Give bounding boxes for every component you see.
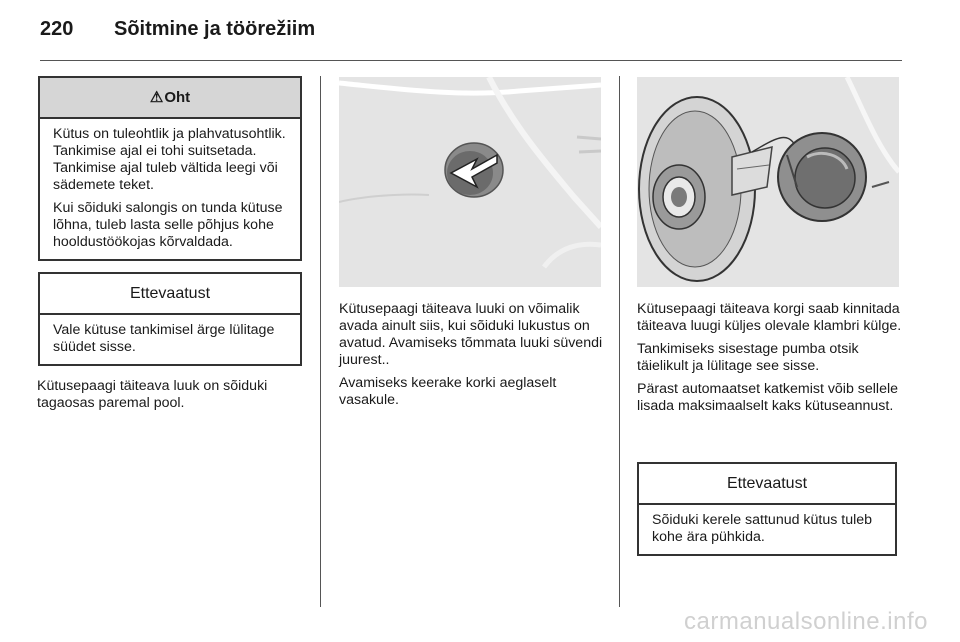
fuel-flap-figure: [339, 77, 601, 287]
caution-box-header: Ettevaatust: [40, 274, 300, 315]
header-rule: [40, 60, 902, 61]
body-paragraph: Pärast automaatset katkemist võib sellele lisada maksimaalselt kaks kütuseannust.: [637, 381, 899, 414]
page-number: 220: [40, 18, 74, 40]
body-text: [37, 378, 307, 412]
caution-paragraph: Sõiduki kerele sattunud kütus tuleb kohe ära pühkida.: [652, 512, 873, 545]
danger-paragraph: Kütus on tuleohtlik ja plahvatusohtlik. Tankimise ajal ei tohi suitsetada. Tankimise ajal tuleb vältida leegi või sädemete teket.: [53, 126, 286, 193]
body-paragraph: Tankimiseks sisestage pumba otsik täielikult ja lülitage see sisse.: [637, 341, 859, 374]
column-divider-2: [619, 76, 620, 607]
caution-paragraph: Vale kütuse tankimisel ärge lülitage süüdet sisse.: [53, 322, 275, 355]
caution-box-body: [40, 315, 300, 364]
fuel-cap-illustration: [637, 77, 899, 287]
body-paragraph: Kütusepaagi täiteava luuk on sõiduki tagaosas paremal pool.: [37, 378, 268, 411]
page-header: [40, 18, 315, 41]
danger-paragraph: Kui sõiduki salongis on tunda kütuse lõhna, tuleb lasta selle põhjus kohe hooldustöökojas kõrvaldada.: [53, 200, 283, 250]
middle-text: [339, 301, 609, 415]
body-paragraph: Avamiseks keerake korki aeglaselt vasakule.: [339, 375, 557, 408]
caution-box: [38, 272, 302, 366]
body-paragraph: Kütusepaagi täiteava korgi saab kinnitada täiteava luugi küljes olevale klambri külge.: [637, 301, 902, 334]
danger-box: [38, 76, 302, 261]
warning-triangle-icon: ⚠: [149, 89, 164, 106]
right-caution-column: [637, 462, 897, 556]
fuel-flap-illustration: [339, 77, 601, 287]
page-title: Sõitmine ja töörežiim: [114, 18, 316, 40]
danger-box-header: [40, 78, 300, 119]
danger-box-body: [40, 119, 300, 259]
column-divider-1: [320, 76, 321, 607]
danger-box-title: Oht: [164, 89, 191, 106]
caution-box-header: Ettevaatust: [639, 464, 895, 505]
left-column: [38, 76, 302, 418]
right-text: [637, 301, 909, 421]
caution-box-body: [639, 505, 895, 554]
fuel-cap-figure: [637, 77, 899, 287]
caution-box: [637, 462, 897, 556]
watermark: carmanualsonline.info: [684, 608, 928, 635]
body-paragraph: Kütusepaagi täiteava luuki on võimalik avada ainult siis, kui sõiduki lukustus on avatud. Avamiseks tõmmata luuki süvendi juurest..: [339, 301, 603, 368]
